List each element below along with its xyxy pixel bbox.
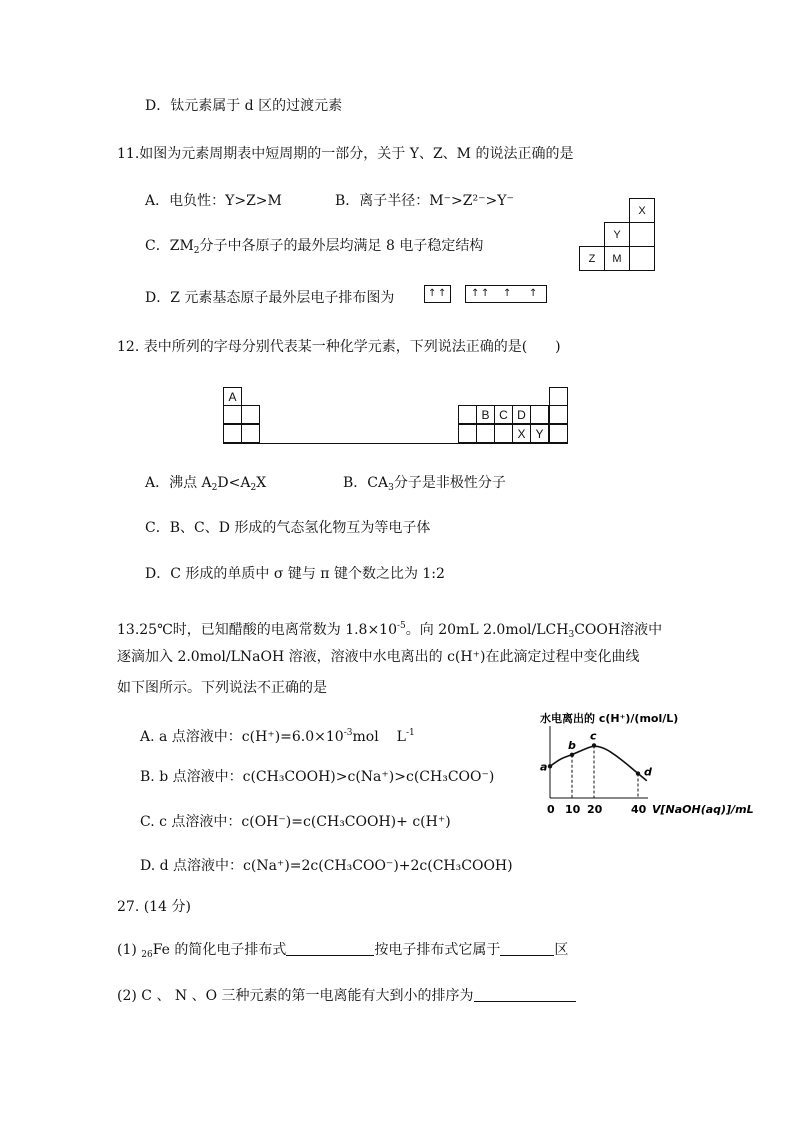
q12-b-sub: 3 [388,483,394,493]
orbital-s-box [424,285,451,303]
q11-option-c-pre: C．ZM [145,238,194,254]
cell-empty [629,246,655,271]
cell-x: X [629,198,655,223]
q13-option-a [140,724,415,746]
x-tick-label: 10 [565,803,581,816]
chart-title: 水电离出的 c(H⁺)/(mol/L) [540,712,679,725]
q11-stem: 11.如图为元素周期表中短周期的一部分，关于 Y、Z、M 的说法正确的是 [117,146,574,162]
q11-option-c-post: 分子中各原子的最外层均满足 8 电子稳定结构 [199,238,484,254]
cell-empty [549,424,568,443]
arrow-up-icon: ↑ [428,288,437,299]
q27-part1 [117,941,568,964]
cell-empty [629,222,655,247]
point-b [570,753,574,757]
q12-stem: 12. 表中所列的字母分别代表某一种化学元素，下列说法正确的是( ) [117,339,561,355]
q12-b-pre: B．CA [343,475,389,491]
chart-curve [550,746,647,780]
dashed-guides [572,745,638,798]
q27-stem: 27. (14 分) [117,899,191,915]
x-tick-label: 0 [547,803,555,816]
x-tick-labels [547,803,647,816]
q13-a-post: mol ﾠL [352,729,406,745]
point-label-c: c [590,729,597,743]
answer-blank[interactable] [474,987,576,1002]
q12-option-a [145,474,266,497]
cell-x: X [512,424,531,443]
cell-empty [458,424,477,443]
x-tick-label: 20 [587,803,603,816]
arrow-up-icon: ↑ [503,288,512,299]
answer-blank[interactable] [286,941,374,956]
cell-empty [241,424,260,443]
q11-option-b: B．离子半径：M⁻>Z²⁻>Y⁻ [335,193,514,209]
cell-z: Z [579,246,605,271]
q12-a-pre: A．沸点 A [145,475,212,491]
q13-stem-line2: 逐滴加入 2.0mol/LNaOH 溶液，溶液中水电离出的 c(H⁺)在此滴定过程中变化曲线 [117,649,640,665]
q11-option-c-sub: 2 [193,246,200,256]
point-c [592,743,596,747]
arrow-up-icon: ↑ [438,288,447,299]
x-tick-label: 40 [631,803,647,816]
q13-option-b: B. b 点溶液中：c(CH₃COOH)>c(Na⁺)>c(CH₃COO⁻) [140,769,495,785]
cell-m: M [604,246,630,271]
q27-p1-sub: 26 [141,950,153,960]
q13-a-sup: -3 [343,728,353,738]
arrow-up-icon: ↑ [529,288,538,299]
cell-empty [549,387,568,406]
cell-d: D [512,405,531,424]
q13-stem-line3: 如下图所示。下列说法不正确的是 [117,680,327,696]
cell-c: C [494,405,513,424]
q13-l1-mid: 。向 20mL 2.0mol/LCH [405,622,569,638]
q13-stem-line1 [117,617,662,644]
arrow-up-icon: ↑ [471,288,480,299]
cell-y: Y [530,424,549,443]
q12-a-mid: D<A [217,475,251,491]
q12-a-post: X [256,475,267,491]
q27-p1-pre: (1) [117,942,142,958]
point-label-d: d [644,765,652,779]
q13-l1-sup: -5 [397,621,406,631]
cell-empty [476,424,495,443]
q12-a-sub1: 2 [211,483,218,493]
q13-l1-sub: 3 [568,630,575,640]
cell-empty [494,424,513,443]
q13-option-d: D. d 点溶液中：c(Na⁺)=2c(CH₃COO⁻)+2c(CH₃COOH) [140,858,513,874]
q12-a-sub2: 2 [250,483,257,493]
cell-y: Y [604,222,630,247]
q12-option-b [343,474,506,497]
q12-b-post: 分子是非极性分子 [393,475,506,491]
q12-option-d: D．C 形成的单质中 σ 键与 π 键个数之比为 1:2 [145,566,445,582]
q13-a-sup2: -1 [405,728,415,738]
cell-empty [223,405,242,424]
x-axis-label: V[NaOH(aq)]/mL [652,803,754,816]
point-label-a: a [540,760,548,774]
cell-empty [549,405,568,424]
q27-p1-post: 区 [554,942,569,958]
q11-option-a: A．电负性：Y>Z>M [145,193,282,209]
point-d [636,771,640,775]
q13-l1-pre: 13.25℃时，已知醋酸的电离常数为 1.8×10 [117,622,397,638]
orbital-p-box [465,285,547,303]
q27-p1-mid: Fe 的简化电子排布式 [152,942,287,958]
q13-option-c: C. c 点溶液中：c(OH⁻)=c(CH₃COOH)+ c(H⁺) [140,814,451,830]
cell-empty [458,405,477,424]
point-label-b: b [568,738,576,752]
cell-empty [223,424,242,443]
q27-p2-text: (2) C 、 N 、O 三种元素的第一电离能有大到小的排序为 [117,988,474,1004]
titration-chart [530,708,760,824]
q10-option-d: D．钛元素属于 d 区的过渡元素 [145,98,343,114]
q27-p1-mid2: 按电子排布式它属于 [374,942,501,958]
cell-empty [241,405,260,424]
cell-empty [530,405,549,424]
arrow-up-icon: ↑ [481,288,490,299]
cell-a: A [223,387,242,406]
answer-blank[interactable] [500,941,554,956]
q27-part2 [117,987,576,1005]
q11-option-c [145,237,483,260]
cell-b: B [476,405,495,424]
point-a [548,764,552,768]
q13-a-pre: A. a 点溶液中：c(H⁺)=6.0×10 [140,729,344,745]
q12-option-c: C．B、C、D 形成的气态氢化物互为等电子体 [145,520,431,536]
q11-option-d: D．Z 元素基态原子最外层电子排布图为 [145,290,395,306]
q13-l1-post: COOH溶液中 [574,622,663,638]
